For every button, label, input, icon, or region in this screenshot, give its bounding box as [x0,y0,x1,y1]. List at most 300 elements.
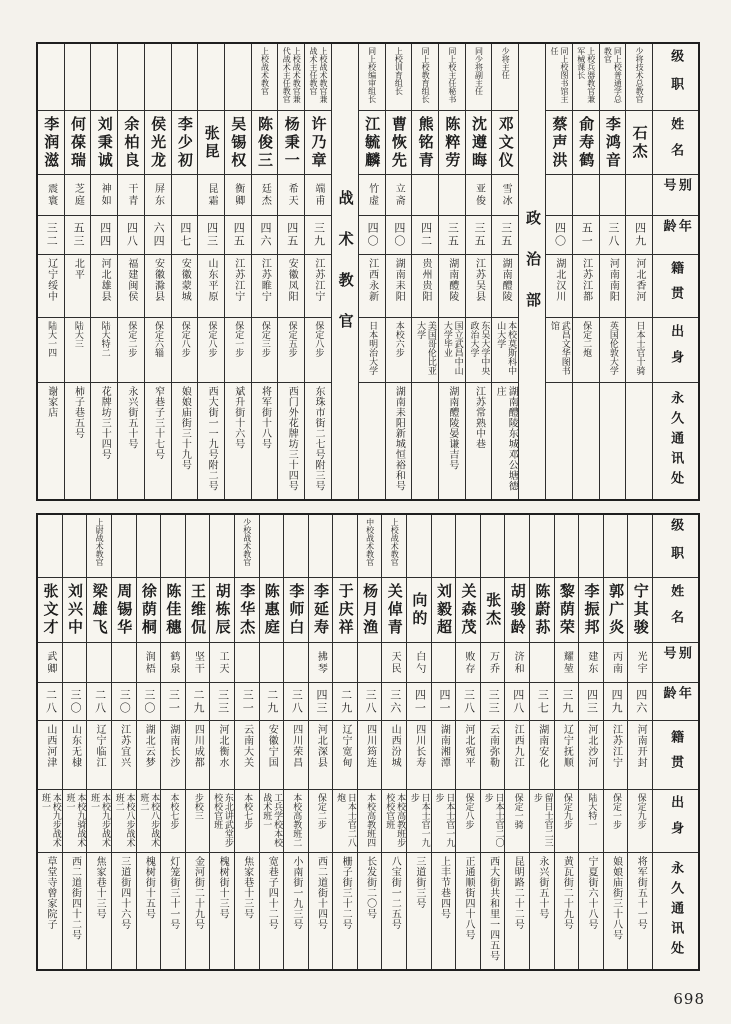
rank-cell [604,515,628,577]
age-cell: 四七 [172,215,198,254]
native-place-cell: 山西汾城 [382,720,406,789]
rank-cell [38,515,62,577]
name-cell: 李鸿音 [600,110,626,174]
background-cell: 陆大特二 [91,317,117,382]
age-cell: 四〇 [359,215,385,254]
background-cell: 日本士官二〇步 [481,789,505,852]
background-cell: 国立武昌中山大学毕业 [439,317,465,382]
address-cell: 永兴街五十号 [530,852,554,969]
age-cell: 四六 [628,682,652,720]
address-cell: 花牌坊三十四号 [91,382,117,499]
native-place-cell: 福建闽侯 [118,254,144,317]
name-cell: 李振邦 [579,577,603,642]
address-cell: 长发街二〇号 [358,852,382,969]
rank-cell [161,515,185,577]
rank-cell [186,515,210,577]
age-cell: 三八 [284,682,308,720]
person-column [358,44,385,499]
name-cell: 黎荫荣 [555,577,579,642]
address-cell: 西大街共和里一四五号 [481,852,505,969]
alias-cell [358,642,382,682]
name-cell: 陈惠庭 [260,577,284,642]
background-cell: 陆大特一 [579,789,603,852]
rank-cell: 同少将副主任 [474,47,484,95]
background-cell: 保定五步 [278,317,304,382]
age-cell: 四三 [309,682,333,720]
background-cell: 本校八步战术班二 [137,789,161,852]
native-place-cell: 湖南醴陵 [439,254,465,317]
address-cell: 金河街二十九号 [186,852,210,969]
background-cell: 保定八步 [305,317,331,382]
background-cell: 日本士官二八炮 [333,789,357,852]
age-cell: 四〇 [386,215,412,254]
rank-cell [137,515,161,577]
native-place-cell: 辽宁临江 [87,720,111,789]
address-cell: 槐树街十三号 [210,852,234,969]
address-cell: 将军街十八号 [252,382,278,499]
address-cell: 谢家店 [38,382,64,499]
person-column [64,44,91,499]
address-cell: 西门外花牌坊三十四号 [278,382,304,499]
group-label-cell: 政治部 [523,210,542,333]
age-cell: 三〇 [137,682,161,720]
address-cell: 灯笼街三十一号 [161,852,185,969]
native-place-cell: 安徽蒙城 [172,254,198,317]
background-cell: 保定一步 [604,789,628,852]
background-cell: 保定九步 [555,789,579,852]
background-cell: 日本士官一九步 [407,789,431,852]
native-place-cell: 河南南阳 [600,254,626,317]
person-column [136,515,161,969]
name-cell: 陈蔚荪 [530,577,554,642]
background-cell: 本校七步 [235,789,259,852]
native-place-cell: 辽宁宽甸 [333,720,357,789]
alias-cell: 雪冰 [492,174,518,215]
background-cell: 保定一步 [225,317,251,382]
age-cell: 五三 [65,215,91,254]
person-column [438,44,465,499]
name-cell: 周锡华 [112,577,136,642]
age-cell: 五一 [573,215,599,254]
rank-cell [210,515,234,577]
address-cell: 窄巷子三十七号 [145,382,171,499]
background-cell: 本校六步 [386,317,412,382]
alias-cell: 润梧 [137,642,161,682]
native-place-cell: 江苏宜兴 [112,720,136,789]
name-cell: 李延寿 [309,577,333,642]
age-cell: 三〇 [112,682,136,720]
person-column [38,515,62,969]
native-place-cell: 四川成都 [186,720,210,789]
name-cell: 曹恢先 [386,110,412,174]
background-cell: 步校三 [186,789,210,852]
address-cell: 江苏常熟中巷 [466,382,492,499]
address-cell: 湖南醴陵东城邓公塘德庄 [492,382,518,499]
rank-cell [432,515,456,577]
person-column [385,44,412,499]
alias-cell [432,642,456,682]
background-cell: 保定九步 [628,789,652,852]
address-cell: 永兴街五十号 [118,382,144,499]
rank-cell [172,44,198,110]
rank-cell [505,515,529,577]
name-cell: 侯光龙 [145,110,171,174]
rank-cell: 少将主任 [501,47,511,79]
age-cell: 四三 [198,215,224,254]
address-cell [412,382,438,499]
alias-cell: 败存 [456,642,480,682]
rank-cell: 同上校图书馆主任 [549,47,569,103]
age-cell: 三七 [530,682,554,720]
rank-cell: 上校训育组长 [394,47,404,95]
native-place-cell: 湖北汉川 [546,254,572,317]
name-cell: 胡骏龄 [505,577,529,642]
person-column [599,44,626,499]
person-column [283,515,308,969]
native-place-cell: 湖南醴陵 [492,254,518,317]
age-cell: 四一 [432,682,456,720]
rank-cell [579,515,603,577]
person-column [251,44,278,499]
background-cell: 英国伦敦大学 [600,317,626,382]
row-label-cell: 永久通讯处 [653,382,698,499]
alias-cell [172,174,198,215]
alias-cell: 希天 [278,174,304,215]
alias-cell: 白勺 [407,642,431,682]
rank-cell [112,515,136,577]
roster-table-top [36,42,700,501]
name-cell: 李华杰 [235,577,259,642]
native-place-cell: 云南大关 [235,720,259,789]
address-cell: 三道街三号 [407,852,431,969]
background-cell: 陆大三 [65,317,91,382]
age-cell: 四三 [579,682,603,720]
rank-cell [407,515,431,577]
rank-cell: 上校战术教官兼代战术主任教官 [282,47,302,103]
age-cell: 三一 [235,682,259,720]
address-cell [573,382,599,499]
age-cell: 三九 [555,682,579,720]
row-label-column [652,44,698,499]
rank-cell: 同上校主任秘书 [447,47,457,103]
background-cell: 日本明治大学 [359,317,385,382]
name-cell: 何葆瑞 [65,110,91,174]
age-cell: 二九 [333,682,357,720]
alias-cell: 廷杰 [252,174,278,215]
name-cell: 吴锡权 [225,110,251,174]
native-place-cell: 江西永新 [359,254,385,317]
alias-cell: 立斋 [386,174,412,215]
background-cell: 本校七步 [161,789,185,852]
name-cell: 余柏良 [118,110,144,174]
background-cell: 留日士官二三步 [530,789,554,852]
row-label-cell: 姓名 [653,110,698,174]
background-cell: 保定八步 [172,317,198,382]
rank-cell [555,515,579,577]
native-place-cell: 安徽滁县 [145,254,171,317]
rank-cell [91,44,117,110]
address-cell: 焦家巷十三号 [235,852,259,969]
alias-cell [573,174,599,215]
person-column [259,515,284,969]
background-cell: 日本士官一九步 [432,789,456,852]
rank-cell [456,515,480,577]
page-number: 698 [673,990,705,1008]
alias-cell [333,642,357,682]
native-place-cell: 江苏江宁 [305,254,331,317]
native-place-cell: 北平 [65,254,91,317]
native-place-cell: 江苏吴县 [466,254,492,317]
age-cell: 三〇 [63,682,87,720]
age-cell: 二九 [260,682,284,720]
age-cell: 四二 [412,215,438,254]
rank-cell [530,515,554,577]
alias-cell: 竹虚 [359,174,385,215]
rank-cell: 同上校编审组长 [367,47,377,103]
rank-cell [309,515,333,577]
name-cell: 刘秉诚 [91,110,117,174]
address-cell: 湖南醴陵晏谦吉号 [439,382,465,499]
alias-cell: 建东 [579,642,603,682]
alias-cell [87,642,111,682]
native-place-cell: 江苏江都 [573,254,599,317]
address-cell: 娘娘庙街三十九号 [172,382,198,499]
age-cell: 三三 [481,682,505,720]
row-label-cell: 出身 [653,789,698,852]
alias-cell: 屏东 [145,174,171,215]
person-column [86,515,111,969]
age-cell: 三八 [358,682,382,720]
native-place-cell: 江苏江宁 [225,254,251,317]
address-cell: 将军街五十一号 [628,852,652,969]
name-cell: 石杰 [626,110,652,174]
rank-cell: 上校战术教官 [390,518,400,566]
age-cell: 二八 [38,682,62,720]
address-cell [359,382,385,499]
name-cell: 徐荫桐 [137,577,161,642]
person-column [117,44,144,499]
alias-cell: 天民 [382,642,406,682]
name-cell: 关倬青 [382,577,406,642]
age-cell: 二九 [186,682,210,720]
alias-cell: 丙南 [604,642,628,682]
name-cell: 陈俊三 [252,110,278,174]
name-cell: 许乃章 [305,110,331,174]
person-column [625,44,652,499]
rank-cell [628,515,652,577]
alias-cell [439,174,465,215]
background-cell: 保定二步 [118,317,144,382]
address-cell: 正通顺街四十八号 [456,852,480,969]
rank-cell [481,515,505,577]
alias-cell: 工天 [210,642,234,682]
rank-cell [284,515,308,577]
address-cell: 娘娘庙街三十八号 [604,852,628,969]
alias-cell: 武卿 [38,642,62,682]
address-cell: 柿子巷五号 [65,382,91,499]
age-cell: 四五 [225,215,251,254]
background-cell: 本校高教班步校校官班 [382,789,406,852]
alias-cell [260,642,284,682]
address-cell: 八宝街一二五号 [382,852,406,969]
native-place-cell: 辽宁抚顺 [555,720,579,789]
alias-cell: 坚干 [186,642,210,682]
background-cell: 保定二步 [309,789,333,852]
name-cell: 王维侃 [186,577,210,642]
background-cell: 本校莫斯科中山大学 [492,317,518,382]
rank-cell [333,515,357,577]
age-cell: 三一 [161,682,185,720]
native-place-cell: 湖南耒阳 [386,254,412,317]
alias-cell: 震寰 [38,174,64,215]
native-place-cell: 江西九江 [505,720,529,789]
rank-cell: 上校兵器教官兼军械课长 [576,47,596,103]
person-column [545,44,572,499]
person-column [465,44,492,499]
name-cell: 蔡声洪 [546,110,572,174]
alias-cell: 神如 [91,174,117,215]
native-place-cell: 湖南长沙 [161,720,185,789]
native-place-cell: 河北雄县 [91,254,117,317]
age-cell: 四一 [407,682,431,720]
rank-cell [65,44,91,110]
background-cell: 日本士官十骑 [626,317,652,382]
alias-cell: 万乔 [481,642,505,682]
rank-cell: 少校战术教官 [242,518,252,566]
person-column [455,515,480,969]
name-cell: 向的 [407,577,431,642]
background-cell: 保定一骑 [505,789,529,852]
native-place-cell: 河南开封 [628,720,652,789]
name-cell: 李少初 [172,110,198,174]
age-cell: 四八 [505,682,529,720]
alias-cell [600,174,626,215]
background-cell: 本校九步战术班一 [87,789,111,852]
alias-cell [546,174,572,215]
name-cell: 俞寿鹤 [573,110,599,174]
address-cell: 斌升街十六号 [225,382,251,499]
row-label-cell: 籍贯 [653,720,698,789]
alias-cell: 光宇 [628,642,652,682]
address-cell: 槐树街十五号 [137,852,161,969]
group-label-cell: 战术教官 [336,189,355,354]
address-cell: 黄瓦街二十九号 [555,852,579,969]
background-cell: 武昌文华图书馆 [546,317,572,382]
alias-cell [626,174,652,215]
person-column [209,515,234,969]
rank-cell [145,44,171,110]
native-place-cell: 湖北云梦 [137,720,161,789]
name-cell: 熊铭青 [412,110,438,174]
address-cell: 宁夏街六十八号 [579,852,603,969]
alias-cell: 济和 [505,642,529,682]
name-cell: 胡栋辰 [210,577,234,642]
group-label-column [331,44,358,499]
rank-cell: 同上校教育组长 [421,47,431,103]
name-cell: 郭广炎 [604,577,628,642]
age-cell: 三五 [492,215,518,254]
age-cell: 三五 [466,215,492,254]
person-column [144,44,171,499]
address-cell: 西二道街四十二号 [63,852,87,969]
native-place-cell: 河北衡水 [210,720,234,789]
rank-cell [38,44,64,110]
name-cell: 李润滋 [38,110,64,174]
age-cell: 四九 [626,215,652,254]
address-cell: 昆明路二十二号 [505,852,529,969]
name-cell: 陈佳穗 [161,577,185,642]
rank-cell: 上校战术教官兼战术主任教官 [308,47,328,103]
rank-cell: 少将技术总教官 [635,47,645,103]
alias-cell: 耀堃 [555,642,579,682]
native-place-cell: 河北沙河 [579,720,603,789]
group-label-column [518,44,545,499]
age-cell: 三三 [210,682,234,720]
address-cell: 栅子街三十二号 [333,852,357,969]
native-place-cell: 河北深县 [309,720,333,789]
native-place-cell: 四川荣昌 [284,720,308,789]
age-cell: 四八 [118,215,144,254]
address-cell: 西二道街十四号 [309,852,333,969]
rank-cell [198,44,224,110]
background-cell: 本校高教班二 [284,789,308,852]
person-column [185,515,210,969]
rank-cell [118,44,144,110]
native-place-cell: 湖南湘潭 [432,720,456,789]
row-label-cell: 别号 [653,174,698,215]
row-label-cell: 年龄 [653,215,698,254]
native-place-cell: 山东无棣 [63,720,87,789]
age-cell: 四五 [278,215,304,254]
native-place-cell: 贵州贵阳 [412,254,438,317]
rank-cell: 同上校普通学总教官 [603,47,623,103]
native-place-cell: 江苏睢宁 [252,254,278,317]
person-column [171,44,198,499]
person-column [627,515,652,969]
background-cell: 保定八步 [198,317,224,382]
address-cell: 小南街一九三号 [284,852,308,969]
native-place-cell: 四川筠连 [358,720,382,789]
background-cell: 本校九骑战术班一 [63,789,87,852]
person-column [381,515,406,969]
age-cell: 三二 [38,215,64,254]
age-cell: 四〇 [546,215,572,254]
background-cell: 本校九步战术班一 [38,789,62,852]
name-cell: 于庆祥 [333,577,357,642]
background-cell: 美国哥伦比亚大学 [412,317,438,382]
name-cell: 陈粹劳 [439,110,465,174]
person-column [529,515,554,969]
age-cell: 四九 [604,682,628,720]
name-cell: 邓文仪 [492,110,518,174]
rank-cell [260,515,284,577]
person-column [308,515,333,969]
person-column [224,44,251,499]
background-cell: 保定二炮 [573,317,599,382]
person-column [304,44,331,499]
age-cell: 三九 [305,215,331,254]
age-cell: 四六 [252,215,278,254]
row-label-cell: 籍贯 [653,254,698,317]
person-column [197,44,224,499]
person-column [578,515,603,969]
person-column [90,44,117,499]
native-place-cell: 湖南安化 [530,720,554,789]
row-label-cell: 别号 [653,642,698,682]
alias-cell: 昆霜 [198,174,224,215]
native-place-cell: 河北香河 [626,254,652,317]
name-cell: 杨月渔 [358,577,382,642]
